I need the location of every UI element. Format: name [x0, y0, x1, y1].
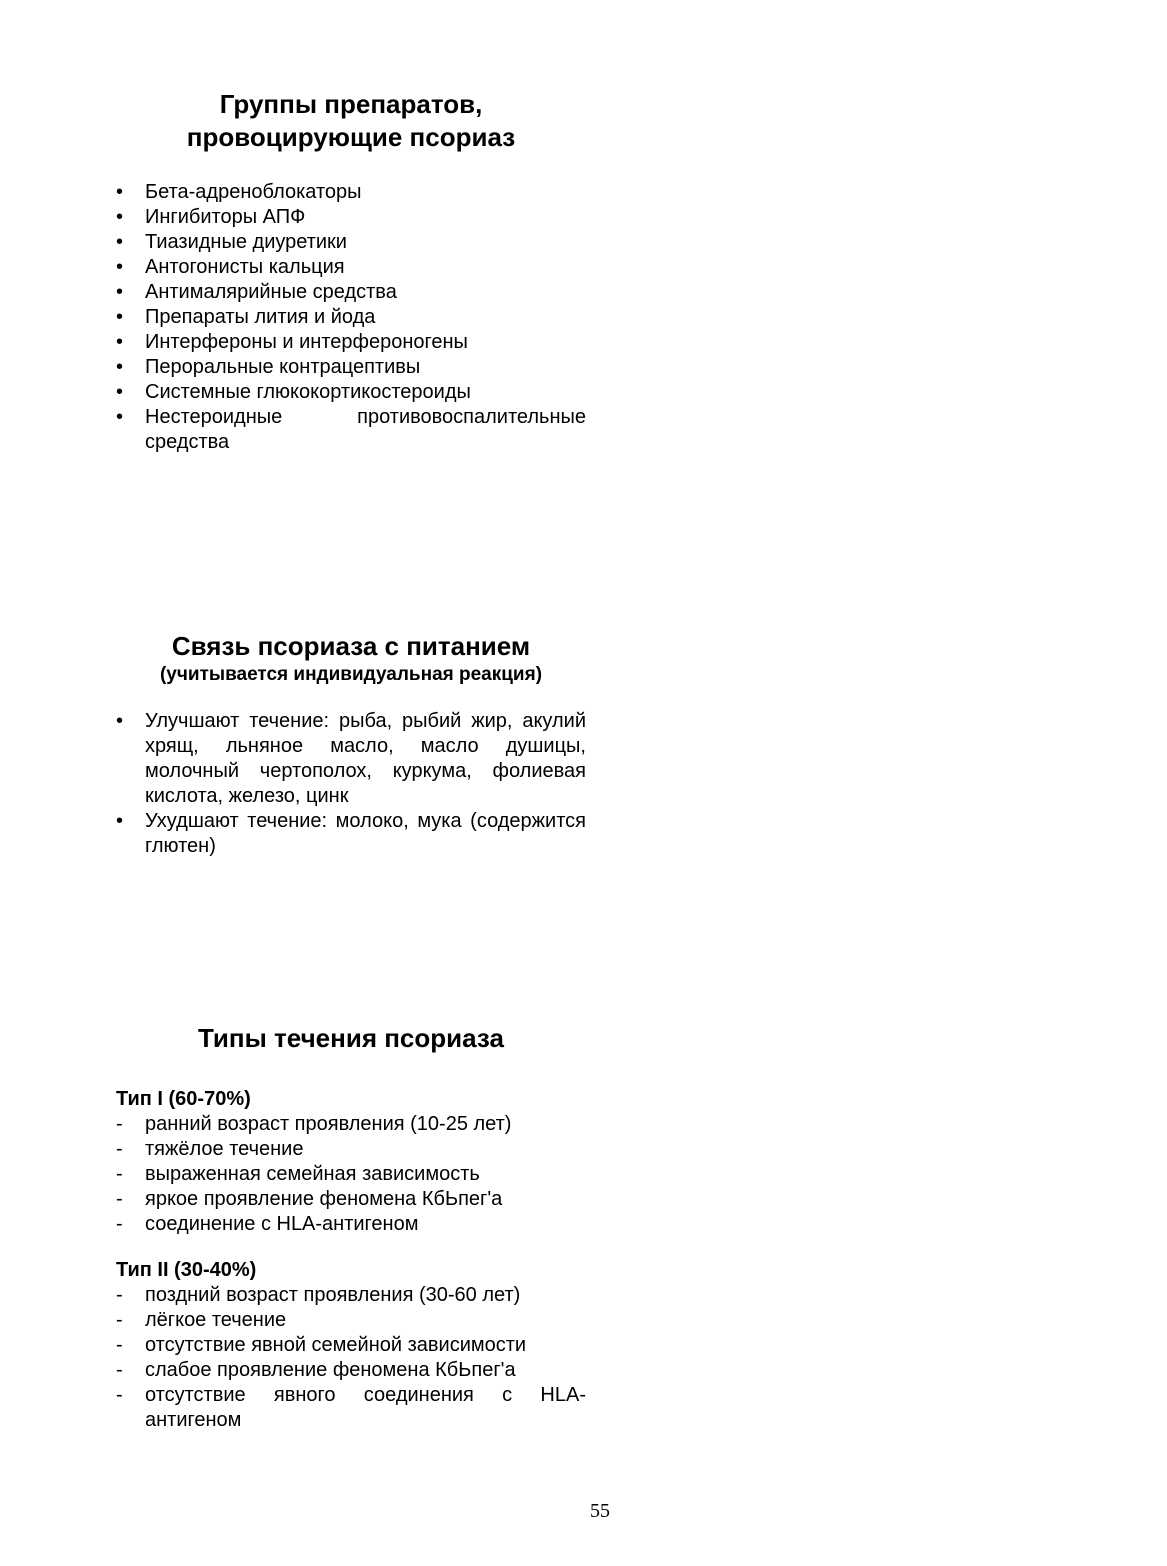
bullet-icon: •: [116, 356, 124, 378]
list-item: • Нестероидные противовоспалительные средства: [116, 406, 586, 453]
bullet-icon: •: [116, 281, 124, 303]
section-course-types: [116, 1022, 586, 1433]
bullet-icon: •: [116, 331, 124, 353]
list-item: - яркое проявление феномена КбЬпег'а: [116, 1188, 503, 1210]
list-item: • Системные глюкокортикостероиды: [116, 381, 471, 403]
page-number: 55: [590, 1500, 610, 1522]
list-item: • Антималярийные средства: [116, 281, 397, 303]
dash-icon: -: [116, 1359, 123, 1381]
list-item: • Антогонисты кальция: [116, 256, 345, 278]
list-item: - выраженная семейная зависимость: [116, 1163, 480, 1185]
drug-groups-list: [116, 180, 586, 455]
dash-icon: -: [116, 1309, 123, 1331]
list-item: - тяжёлое течение: [116, 1138, 304, 1160]
title-line-1: Группы препаратов,: [219, 89, 483, 119]
list-item: - слабое проявление феномена КбЬпег'а: [116, 1359, 516, 1381]
section-title: [116, 88, 586, 154]
bullet-icon: •: [116, 181, 124, 203]
dash-icon: -: [116, 1334, 123, 1356]
list-item: - поздний возраст проявления (30-60 лет): [116, 1284, 521, 1306]
dash-icon: -: [116, 1284, 123, 1306]
bullet-icon: •: [116, 306, 124, 328]
list-item: • Интерфероны и интерфероногены: [116, 331, 468, 353]
list-item: • Бета-адреноблокаторы: [116, 181, 362, 203]
list-item: - отсутствие явного соединения с HLA-антигеном: [116, 1384, 586, 1431]
list-item: - отсутствие явной семейной зависимости: [116, 1334, 527, 1356]
type-heading: Тип II (30-40%): [116, 1259, 257, 1281]
title-line-2: провоцирующие псориаз: [186, 122, 516, 152]
list-item: - соединение с HLA-антигеном: [116, 1213, 419, 1235]
type-1-list: [116, 1112, 586, 1237]
dash-icon: -: [116, 1113, 123, 1135]
list-item: • Ухудшают течение: молоко, мука (содержится глютен): [116, 810, 586, 857]
type-1-block: [116, 1087, 586, 1237]
list-item: • Препараты лития и йода: [116, 306, 376, 328]
bullet-icon: •: [116, 406, 124, 428]
dash-icon: -: [116, 1384, 123, 1406]
section-title: Связь псориаза с питанием: [171, 631, 531, 661]
section-subtitle: (учитывается индивидуальная реакция): [159, 664, 543, 685]
type-2-list: [116, 1283, 586, 1433]
list-item: - ранний возраст проявления (10-25 лет): [116, 1113, 512, 1135]
dash-icon: -: [116, 1188, 123, 1210]
type-2-block: [116, 1258, 586, 1433]
list-item: • Ингибиторы АПФ: [116, 206, 306, 228]
list-item: • Тиазидные диуретики: [116, 231, 347, 253]
section-title: Типы течения псориаза: [198, 1023, 504, 1053]
section-provoking-drugs: [116, 88, 586, 455]
list-item: - лёгкое течение: [116, 1309, 287, 1331]
list-item: • Улучшают течение: рыба, рыбий жир, акулий хрящ, льняное масло, масло душицы, молочный чертополох, куркума, фолиевая кислота, железо, цинк: [116, 710, 586, 807]
bullet-icon: •: [116, 381, 124, 403]
list-item: • Пероральные контрацептивы: [116, 356, 421, 378]
section-nutrition: [116, 630, 586, 859]
dash-icon: -: [116, 1213, 123, 1235]
bullet-icon: •: [116, 231, 124, 253]
bullet-icon: •: [116, 810, 124, 832]
type-heading: Тип I (60-70%): [116, 1088, 251, 1110]
bullet-icon: •: [116, 710, 124, 732]
dash-icon: -: [116, 1163, 123, 1185]
bullet-icon: •: [116, 206, 124, 228]
dash-icon: -: [116, 1138, 123, 1160]
nutrition-list: [116, 709, 586, 859]
bullet-icon: •: [116, 256, 124, 278]
